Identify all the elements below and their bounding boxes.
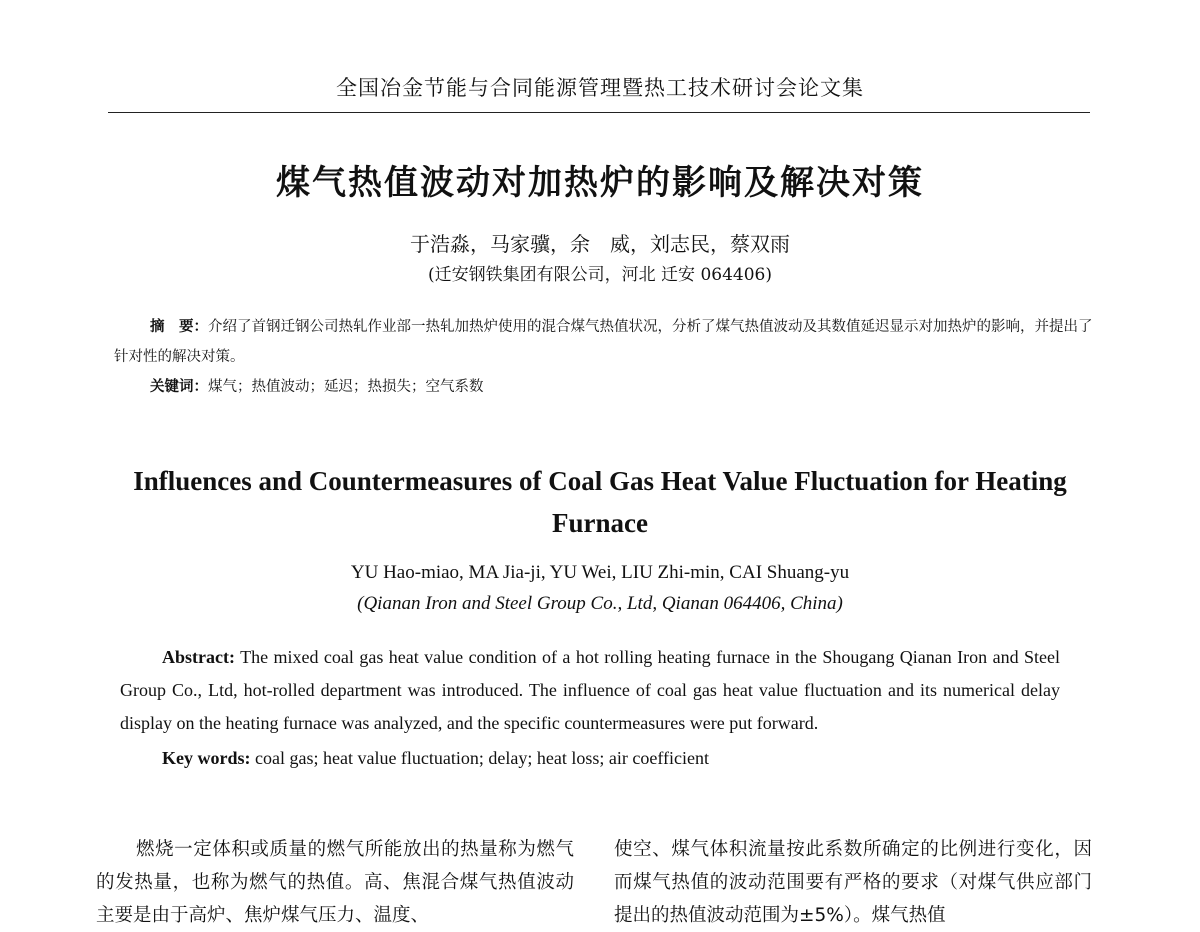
english-keywords [120,742,1060,775]
english-abstract-paragraph [120,641,1060,740]
chinese-keywords-text: 煤气；热值波动；延迟；热损失；空气系数 [208,379,484,395]
body-left-column [96,833,574,932]
chinese-authors: 于浩淼，马家骥，余 威，刘志民，蔡双雨 [410,232,790,256]
english-abstract-label: Abstract: [162,647,235,667]
english-keywords-label: Key words: [162,748,251,768]
english-keywords-text: coal gas; heat value fluctuation; delay; heat loss; air coefficient [255,748,709,768]
body-right-column [614,833,1092,932]
chinese-abstract-paragraph [114,312,1094,372]
chinese-abstract-label: 摘 要： [150,319,208,335]
chinese-abstract-text: 介绍了首钢迁钢公司热轧作业部一热轧加热炉使用的混合煤气热值状况，分析了煤气热值波动及其数值延迟显示对加热炉的影响，并提出了针对性的解决对策。 [114,319,1093,365]
english-authors: YU Hao-miao, MA Jia-ji, YU Wei, LIU Zhi-min, CAI Shuang-yu [350,562,850,583]
body-right-paragraph: 使空、煤气体积流量按此系数所确定的比例进行变化，因而煤气热值的波动范围要有严格的要求（对煤气供应部门提出的热值波动范围为±5%）。煤气热值 [614,839,1092,926]
english-title: Influences and Countermeasures of Coal Gas Heat Value Fluctuation for Heating Furnace [133,466,1067,538]
chinese-keywords-label: 关键词： [150,379,208,395]
chinese-keywords [114,372,1094,402]
chinese-affiliation: (迁安钢铁集团有限公司，河北 迁安 064406) [428,265,772,285]
header-rule [108,112,1090,113]
english-affiliation: (Qianan Iron and Steel Group Co., Ltd, Qianan 064406, China) [357,593,843,614]
body-left-paragraph: 燃烧一定体积或质量的燃气所能放出的热量称为燃气的发热量，也称为燃气的热值。高、焦混合煤气热值波动主要是由于高炉、焦炉煤气压力、温度、 [96,839,574,926]
english-abstract [120,641,1060,775]
chinese-title: 煤气热值波动对加热炉的影响及解决对策 [276,163,924,203]
chinese-abstract [114,312,1094,402]
english-abstract-text: The mixed coal gas heat value condition of a hot rolling heating furnace in the Shougang Qianan Iron and Steel Group Co., Ltd, hot-rolled department was introduced. The influence of coal gas heat value fluctuation and its numerical delay display on the heating furnace was analyzed, and the specific countermeasures were put forward. [120,647,1060,733]
running-header: 全国冶金节能与合同能源管理暨热工技术研讨会论文集 [336,76,864,100]
